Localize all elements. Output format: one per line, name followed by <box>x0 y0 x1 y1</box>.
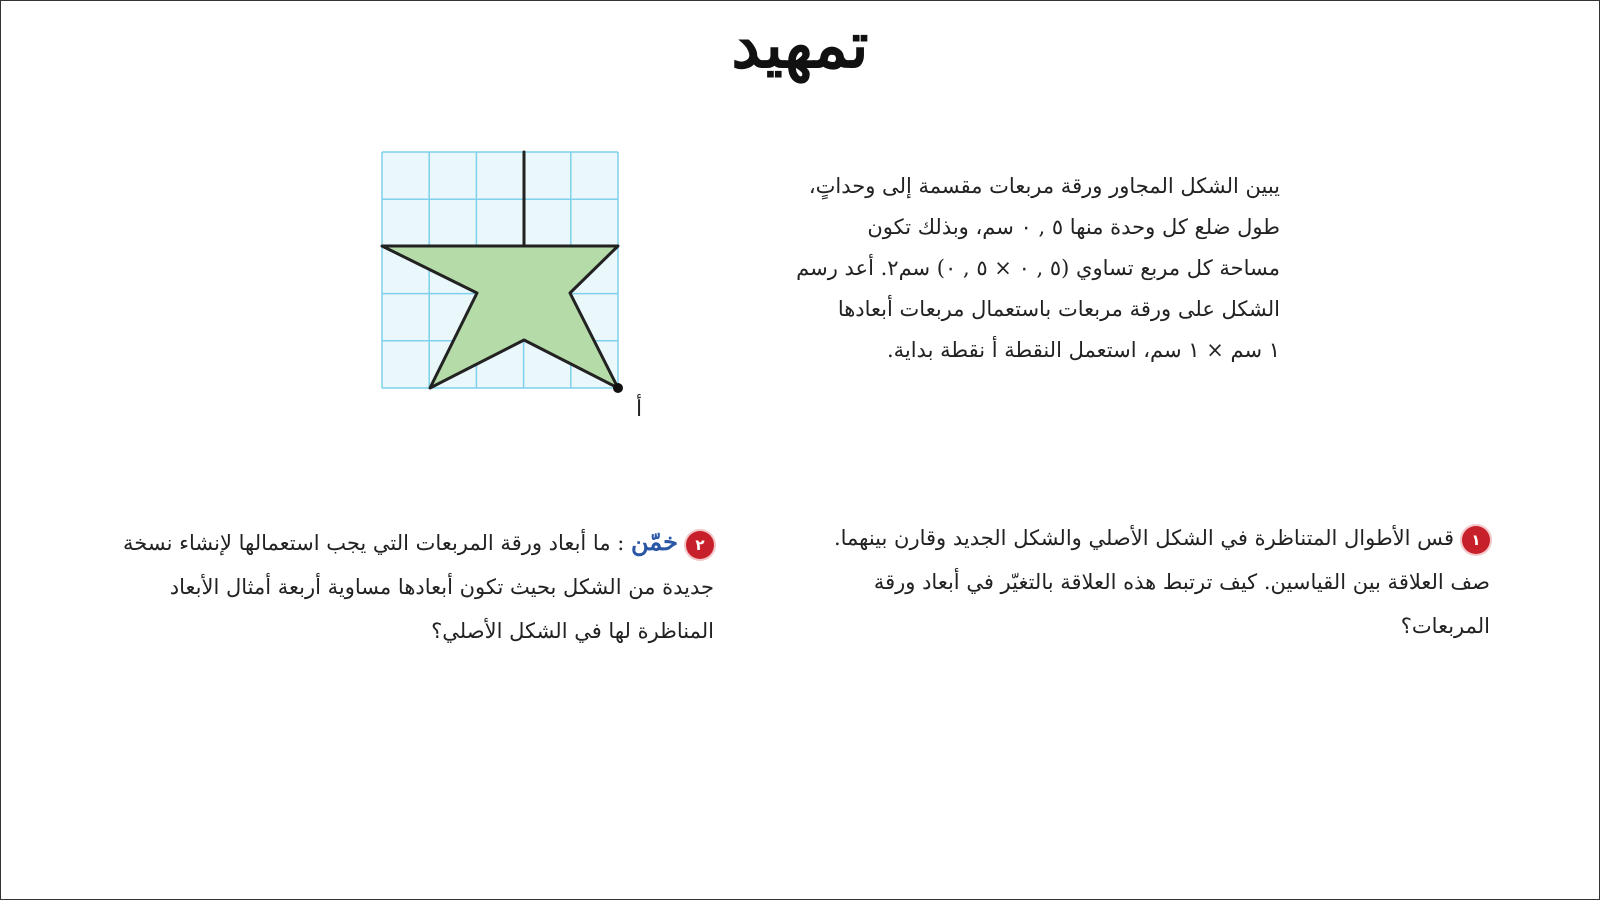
question-keyword: خمّن <box>631 527 678 556</box>
page-title: تمهيد <box>731 8 869 83</box>
intro-paragraph <box>760 166 1280 371</box>
star-figure <box>380 150 680 440</box>
question-number-badge: ٢ <box>686 531 714 559</box>
keyword-separator: : <box>610 531 632 555</box>
question-line: جديدة من الشكل بحيث تكون أبعادها مساوية أربعة أمثال الأبعاد <box>169 575 714 599</box>
intro-line: ١ سم × ١ سم، استعمل النقطة أ نقطة بداية. <box>886 338 1280 362</box>
intro-line: يبين الشكل المجاور ورقة مربعات مقسمة إلى وحداتٍ، <box>808 174 1280 198</box>
intro-line: الشكل على ورقة مربعات باستعمال مربعات أبعادها <box>837 297 1280 321</box>
question-line: المربعات؟ <box>1400 614 1490 638</box>
intro-line: مساحة كل مربع تساوي (٥ , ٠ × ٥ , ٠) سم٢. أعد رسم <box>796 256 1280 280</box>
question-1 <box>830 516 1490 648</box>
question-line: ما أبعاد ورقة المربعات التي يجب استعمالها لإنشاء نسخة <box>123 531 611 555</box>
question-line: قس الأطوال المتناظرة في الشكل الأصلي والشكل الجديد وقارن بينهما. <box>833 526 1454 550</box>
question-number-badge: ١ <box>1462 526 1490 554</box>
intro-line: طول ضلع كل وحدة منها ٥ , ٠ سم، وبذلك تكون <box>867 215 1280 239</box>
start-point-label: أ <box>636 397 643 422</box>
start-point-dot <box>613 383 623 393</box>
question-line: صف العلاقة بين القياسين. كيف ترتبط هذه العلاقة بالتغيّر في أبعاد ورقة <box>873 570 1490 594</box>
star-grid-svg <box>380 150 680 440</box>
question-2 <box>64 520 714 653</box>
question-line: المناظرة لها في الشكل الأصلي؟ <box>431 619 714 643</box>
